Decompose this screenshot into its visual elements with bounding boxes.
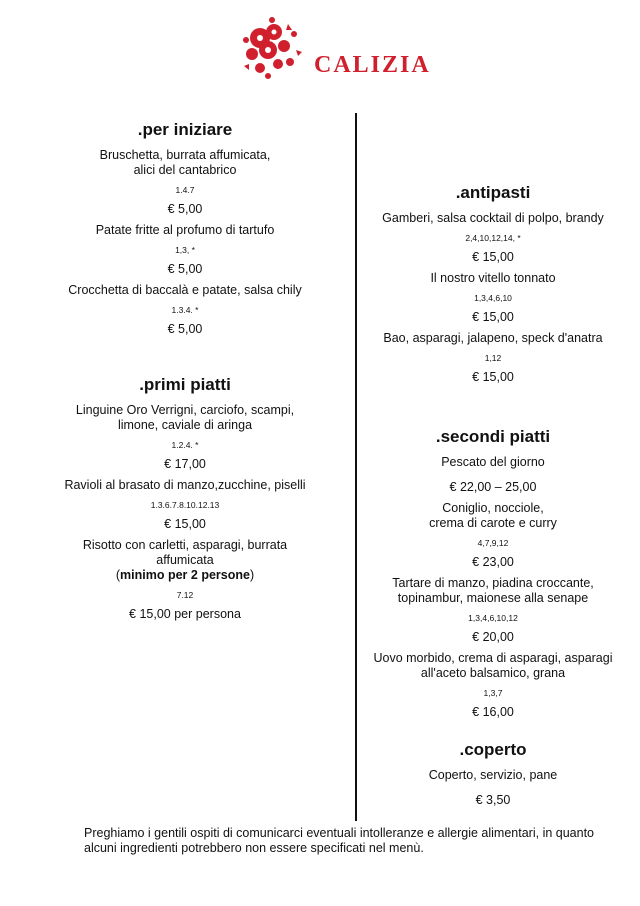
allergen-codes: 1,3, * — [175, 245, 195, 255]
section-per-iniziare — [30, 120, 340, 343]
menu-item — [362, 211, 624, 265]
menu-item — [362, 501, 624, 570]
menu-item — [30, 223, 340, 277]
notice-line: Preghiamo i gentili ospiti di comunicarci eventuali intolleranze e allergie alimentari, in quanto — [84, 826, 594, 840]
dish-price: € 17,00 — [164, 457, 206, 471]
dish-name: crema di carote e curry — [429, 516, 557, 530]
menu-item — [30, 403, 340, 472]
dish-name: Gamberi, salsa cocktail di polpo, brandy — [382, 211, 604, 225]
allergen-codes: 1.3.4. * — [171, 305, 199, 315]
note-paren-close: ) — [249, 568, 255, 582]
section-title: .secondi piatti — [435, 427, 551, 446]
ornate-floral-emblem-icon — [238, 16, 304, 82]
menu-item — [362, 576, 624, 645]
menu-item — [30, 538, 340, 622]
allergy-notice — [84, 826, 624, 856]
dish-name: affumicata — [156, 553, 214, 567]
allergen-codes: 1,3,4,6,10,12 — [468, 613, 518, 623]
dish-name: Bruschetta, burrata affumicata, — [99, 148, 271, 162]
section-secondi-piatti — [362, 427, 624, 726]
menu-item — [362, 331, 624, 385]
dish-price: € 15,00 — [164, 517, 206, 531]
section-title: .antipasti — [455, 183, 531, 202]
section-coperto — [362, 740, 624, 814]
allergen-codes: 1,12 — [484, 353, 502, 363]
allergen-codes: 1,3,7 — [483, 688, 503, 698]
menu-item — [362, 455, 624, 495]
note-text: minimo per 2 persone — [120, 568, 250, 582]
dish-name: Coniglio, nocciole, — [442, 501, 544, 515]
dish-price: € 15,00 per persona — [129, 607, 241, 621]
dish-name: Ravioli al brasato di manzo,zucchine, piselli — [64, 478, 306, 492]
dish-name: alici del cantabrico — [133, 163, 237, 177]
column-divider — [355, 113, 357, 821]
brand-logo — [238, 16, 438, 86]
allergen-codes: 1,3,4,6,10 — [474, 293, 512, 303]
dish-name: Patate fritte al profumo di tartufo — [95, 223, 275, 237]
allergen-codes: 1.2.4. * — [171, 440, 199, 450]
allergen-codes: 1.4.7 — [175, 185, 195, 195]
dish-name: Pescato del giorno — [441, 455, 545, 469]
allergen-codes: 7.12 — [176, 590, 194, 600]
minimum-portion-note — [30, 568, 340, 583]
dish-name: Linguine Oro Verrigni, carciofo, scampi, — [75, 403, 295, 417]
dish-name: Crocchetta di baccalà e patate, salsa chily — [68, 283, 302, 297]
section-title: .primi piatti — [139, 375, 231, 394]
dish-name: topinambur, maionese alla senape — [397, 591, 589, 605]
notice-line: alcuni ingredienti potrebbero non essere specificati nel menù. — [84, 841, 424, 855]
menu-item — [30, 283, 340, 337]
dish-name: Coperto, servizio, pane — [428, 768, 558, 782]
section-title: .coperto — [459, 740, 527, 759]
dish-price: € 5,00 — [167, 262, 203, 276]
dish-price: € 20,00 — [472, 630, 514, 644]
dish-name: Il nostro vitello tonnato — [430, 271, 556, 285]
dish-name: limone, caviale di aringa — [117, 418, 253, 432]
dish-price: € 5,00 — [167, 202, 203, 216]
brand-name: CALIZIA — [314, 52, 431, 78]
section-antipasti — [362, 183, 624, 391]
menu-item — [362, 768, 624, 808]
dish-price: € 5,00 — [167, 322, 203, 336]
dish-price: € 15,00 — [472, 370, 514, 384]
menu-item — [362, 271, 624, 325]
note-paren-open: ( — [115, 568, 121, 582]
dish-price: € 16,00 — [472, 705, 514, 719]
dish-name: Tartare di manzo, piadina croccante, — [392, 576, 594, 590]
menu-item — [30, 148, 340, 217]
section-title: .per iniziare — [137, 120, 233, 139]
dish-name: all'aceto balsamico, grana — [420, 666, 566, 680]
dish-name: Uovo morbido, crema di asparagi, asparagi — [373, 651, 613, 665]
dish-name: Bao, asparagi, jalapeno, speck d'anatra — [383, 331, 603, 345]
dish-price: € 22,00 – 25,00 — [449, 480, 537, 494]
dish-price: € 23,00 — [472, 555, 514, 569]
allergen-codes: 1.3.6.7.8.10.12.13 — [150, 500, 220, 510]
allergen-codes: 4,7,9,12 — [477, 538, 509, 548]
menu-item — [362, 651, 624, 720]
dish-price: € 3,50 — [475, 793, 511, 807]
dish-price: € 15,00 — [472, 250, 514, 264]
section-primi-piatti — [30, 375, 340, 628]
dish-price: € 15,00 — [472, 310, 514, 324]
dish-name: Risotto con carletti, asparagi, burrata — [82, 538, 288, 552]
menu-item — [30, 478, 340, 532]
allergen-codes: 2,4,10,12,14, * — [465, 233, 521, 243]
